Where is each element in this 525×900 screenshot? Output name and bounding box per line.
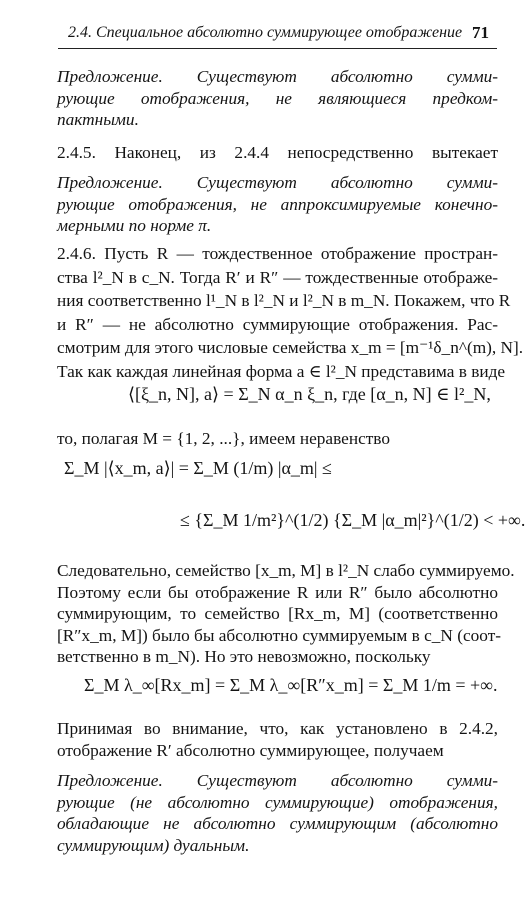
- formula-inequality-line-1: Σ_M |⟨x_m, a⟩| = Σ_M (1/m) |α_m| ≤: [64, 458, 332, 478]
- proposition-3-line: Предложение. Существуют абсолютно сумми-: [57, 771, 498, 790]
- proposition-2-line: рующие отображения, не аппроксимируемые конечно-: [57, 194, 498, 214]
- paragraph-line: Принимая во внимание, что, как установлено в 2.4.2,: [57, 719, 498, 738]
- text-after-formula-1: [57, 428, 498, 450]
- section-2-4-6-line: смотрим для этого числовые семейства x_m = [m⁻¹δ_n^(m), N].: [57, 338, 524, 358]
- section-2-4-6-line: Так как каждая линейная форма a ∈ l²_N представима в виде: [57, 361, 506, 381]
- text-line: то, полагая M = {1, 2, ...}, имеем неравенство: [57, 429, 390, 448]
- proposition-3-line: рующие (не абсолютно суммирующие) отображения,: [57, 792, 498, 812]
- paragraph-taking-into-account: [57, 718, 498, 761]
- proposition-1-line: пактными.: [57, 110, 139, 129]
- paragraph-line: ветственно в m_N). Но это невозможно, поскольку: [57, 647, 431, 666]
- paragraph-weakly-summable: [57, 560, 515, 668]
- formula-inequality-line-2: ≤ {Σ_M 1/m²}^(1/2) {Σ_M |α_m|²}^(1/2) < +∞.: [180, 510, 525, 530]
- paragraph-line: отображение R′ абсолютно суммирующее, получаем: [57, 740, 444, 760]
- running-header: [58, 24, 497, 49]
- proposition-2: [57, 172, 498, 237]
- section-2-4-6-line: ства l²_N в c_N. Тогда R′ и R″ — тождественные отображе-: [57, 267, 498, 287]
- running-title: 2.4. Специальное абсолютно суммирующее отображение: [68, 24, 463, 41]
- proposition-3-line: суммирующим) дуальным.: [57, 835, 250, 855]
- paragraph-line: [R″x_m, M]) было бы абсолютно суммируемым в c_N (соот-: [57, 625, 502, 645]
- paragraph-line: Следовательно, семейство [x_m, M] в l²_N слабо суммируемо.: [57, 561, 515, 580]
- proposition-3: [57, 770, 498, 856]
- proposition-2-line: Предложение. Существуют абсолютно сумми-: [57, 173, 498, 192]
- paragraph-line: Поэтому если бы отображение R или R″ было абсолютно: [57, 582, 498, 602]
- proposition-2-line: мерными по норме π.: [57, 216, 212, 235]
- section-2-4-6: [57, 242, 524, 384]
- proposition-1-line: рующие отображения, не являющиеся предком-: [57, 88, 498, 108]
- section-2-4-5: [57, 142, 498, 164]
- section-2-4-6-line: 2.4.6. Пусть R — тождественное отображение простран-: [57, 244, 498, 263]
- proposition-1: [57, 66, 498, 131]
- formula-linear-form: ⟨[ξ_n, N], a⟩ = Σ_N α_n ξ_n, где [α_n, N] ∈ l²_N,: [128, 384, 491, 404]
- section-2-4-5-text: 2.4.5. Наконец, из 2.4.4 непосредственно вытекает: [57, 143, 498, 162]
- page-number: 71: [472, 23, 489, 42]
- section-2-4-6-line: и R″ — не абсолютно суммирующие отображения. Рас-: [57, 314, 498, 334]
- formula-divergent-sum: Σ_M λ_∞[Rx_m] = Σ_M λ_∞[R″x_m] = Σ_M 1/m = +∞.: [84, 675, 498, 695]
- paragraph-line: суммирующим, то семейство [Rx_m, M] (соответственно: [57, 604, 498, 623]
- proposition-3-line: обладающие не абсолютно суммирующим (абсолютно: [57, 814, 498, 833]
- proposition-1-line: Предложение. Существуют абсолютно сумми-: [57, 67, 498, 86]
- section-2-4-6-line: ния соответственно l¹_N в l²_N и l²_N в m_N. Покажем, что R: [57, 291, 511, 311]
